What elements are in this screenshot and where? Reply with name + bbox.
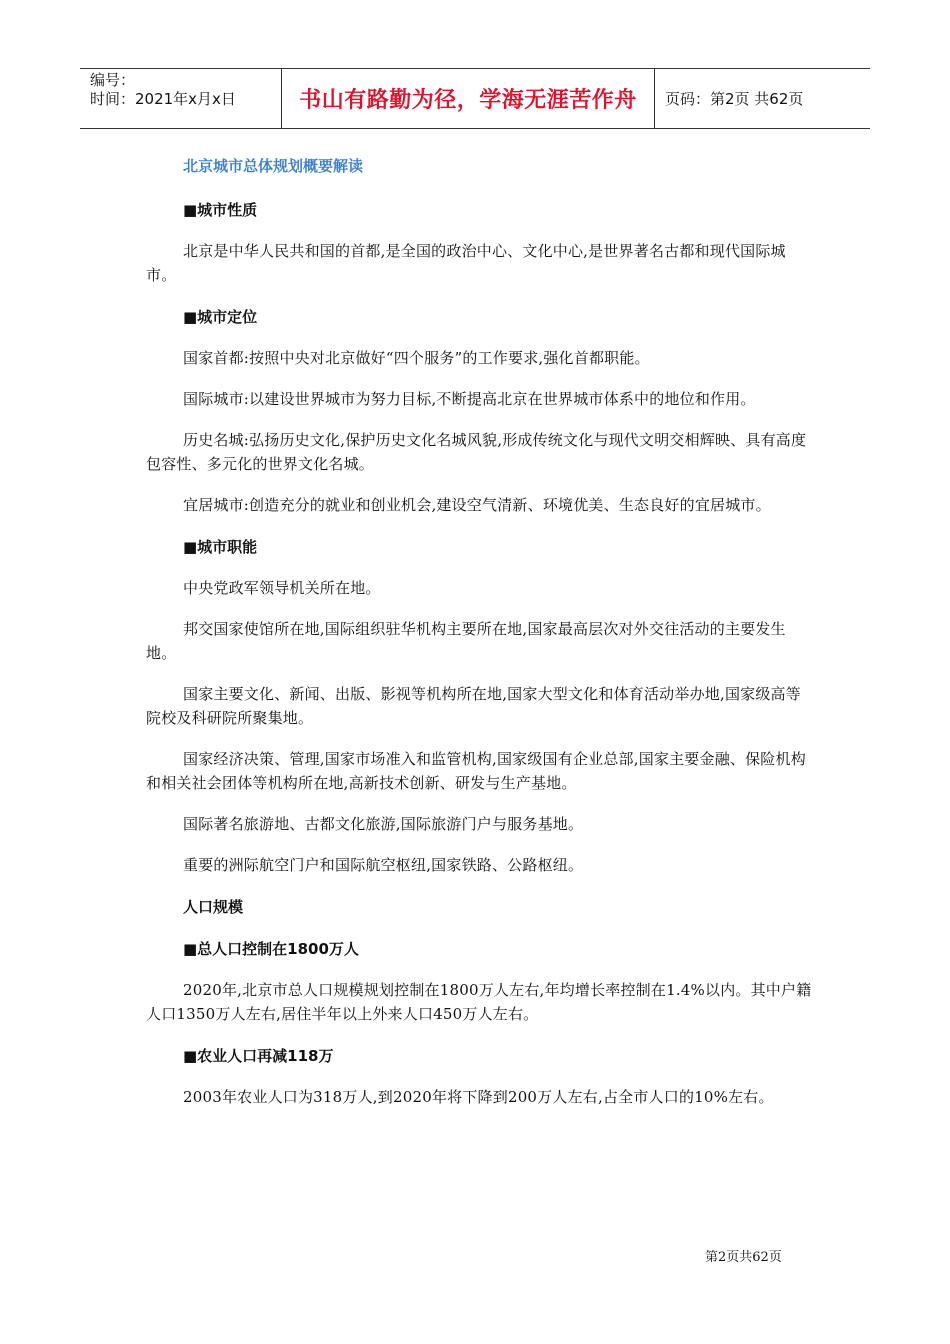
paragraph: 2003年农业人口为318万人,到2020年将下降到200万人左右,占全市人口的10%左右。 xyxy=(183,1088,774,1106)
paragraph: 北京是中华人民共和国的首都,是全国的政治中心、文化中心,是世界著名古都和现代国际城市。 xyxy=(146,242,786,284)
document-title: 北京城市总体规划概要解读 xyxy=(183,157,364,175)
header-page-code xyxy=(655,69,870,128)
section-heading: ■总人口控制在1800万人 xyxy=(183,940,359,958)
paragraph: 重要的洲际航空门户和国际航空枢纽,国家铁路、公路枢纽。 xyxy=(183,856,584,874)
paragraph: 中央党政军领导机关所在地。 xyxy=(183,579,381,597)
paragraph: 国家经济决策、管理,国家市场准入和监管机构,国家级国有企业总部,国家主要金融、保险机构和相关社会团体等机构所在地,高新技术创新、研发与生产基地。 xyxy=(146,750,806,792)
document-body xyxy=(146,152,814,1109)
header-motto-cell xyxy=(282,69,655,128)
page-header xyxy=(80,68,870,129)
section-heading: ■农业人口再减118万 xyxy=(183,1047,334,1065)
paragraph: 历史名城:弘扬历史文化,保护历史文化名城风貌,形成传统文化与现代文明交相辉映、具有高度包容性、多元化的世界文化名城。 xyxy=(146,431,807,473)
section-heading: ■城市性质 xyxy=(183,201,258,219)
paragraph: 国家首都:按照中央对北京做好“四个服务”的工作要求,强化首都职能。 xyxy=(183,349,650,367)
section-heading: 人口规模 xyxy=(183,898,244,916)
page-code-text: 页码：第2页 共62页 xyxy=(665,90,804,108)
section-heading: ■城市定位 xyxy=(183,308,258,326)
header-meta xyxy=(80,69,282,128)
motto-text: 书山有路勤为径，学海无涯苦作舟 xyxy=(299,88,637,113)
paragraph: 2020年,北京市总人口规模规划控制在1800万人左右,年均增长率控制在1.4%以内。其中户籍人口1350万人左右,居住半年以上外来人口450万人左右。 xyxy=(146,981,812,1023)
number-label: 编号： xyxy=(90,71,136,89)
page-footer: 第2页共62页 xyxy=(705,1250,782,1265)
paragraph: 国际城市:以建设世界城市为努力目标,不断提高北京在世界城市体系中的地位和作用。 xyxy=(183,390,756,408)
paragraph: 国家主要文化、新闻、出版、影视等机构所在地,国家大型文化和体育活动举办地,国家级高等院校及科研院所聚集地。 xyxy=(146,685,801,727)
paragraph: 宜居城市:创造充分的就业和创业机会,建设空气清新、环境优美、生态良好的宜居城市。 xyxy=(183,496,771,514)
paragraph: 邦交国家使馆所在地,国际组织驻华机构主要所在地,国家最高层次对外交往活动的主要发生地。 xyxy=(146,620,786,662)
section-heading: ■城市职能 xyxy=(183,538,258,556)
time-label: 时间：2021年x月x日 xyxy=(90,90,236,108)
paragraph: 国际著名旅游地、古都文化旅游,国际旅游门户与服务基地。 xyxy=(183,815,584,833)
